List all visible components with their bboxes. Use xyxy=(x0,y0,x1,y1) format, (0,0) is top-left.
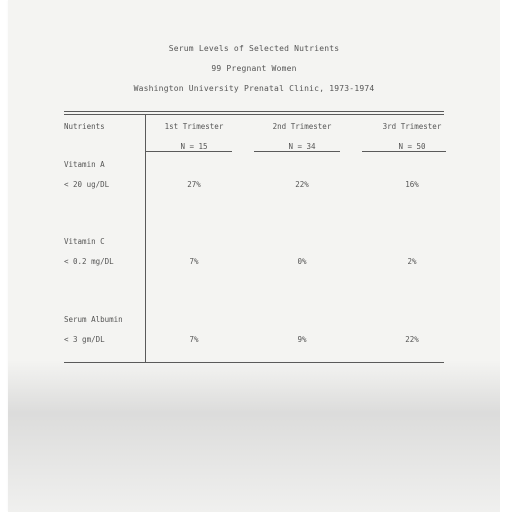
header-nutrients: Nutrients xyxy=(64,122,105,131)
header-n-3: N = 50 xyxy=(398,142,426,151)
header-underline-3 xyxy=(362,151,446,152)
cell-serum-albumin-t3: 22% xyxy=(405,335,419,344)
page-margin xyxy=(500,0,512,512)
header-n-1: N = 15 xyxy=(180,142,208,151)
document-source: Washington University Prenatal Clinic, 1973-1974 xyxy=(133,84,375,93)
cell-vitamin-c-t1: 7% xyxy=(189,257,199,266)
cell-serum-albumin-t2: 9% xyxy=(297,335,307,344)
document-title: Serum Levels of Selected Nutrients xyxy=(168,44,340,53)
cell-vitamin-a-t3: 16% xyxy=(405,180,419,189)
row-threshold-vitamin-a: < 20 ug/DL xyxy=(64,180,110,189)
header-trimester-1: 1st Trimester xyxy=(164,122,224,131)
page-shadow xyxy=(8,360,500,512)
cell-vitamin-a-t2: 22% xyxy=(295,180,309,189)
header-trimester-2: 2nd Trimester xyxy=(272,122,332,131)
cell-vitamin-c-t3: 2% xyxy=(407,257,417,266)
bottom-rule xyxy=(64,362,444,363)
top-rule-1 xyxy=(64,111,444,112)
cell-serum-albumin-t1: 7% xyxy=(189,335,199,344)
cell-vitamin-c-t2: 0% xyxy=(297,257,307,266)
header-underline-1 xyxy=(146,151,232,152)
cell-vitamin-a-t1: 27% xyxy=(187,180,201,189)
header-n-2: N = 34 xyxy=(288,142,316,151)
top-rule-2 xyxy=(64,114,444,115)
header-trimester-3: 3rd Trimester xyxy=(382,122,442,131)
row-name-vitamin-c: Vitamin C xyxy=(64,237,105,246)
row-threshold-vitamin-c: < 0.2 mg/DL xyxy=(64,257,114,266)
column-divider xyxy=(145,115,146,363)
document-subtitle: 99 Pregnant Women xyxy=(211,64,297,73)
row-threshold-serum-albumin: < 3 gm/DL xyxy=(64,335,105,344)
row-name-serum-albumin: Serum Albumin xyxy=(64,315,123,324)
row-name-vitamin-a: Vitamin A xyxy=(64,160,105,169)
header-underline-2 xyxy=(254,151,340,152)
